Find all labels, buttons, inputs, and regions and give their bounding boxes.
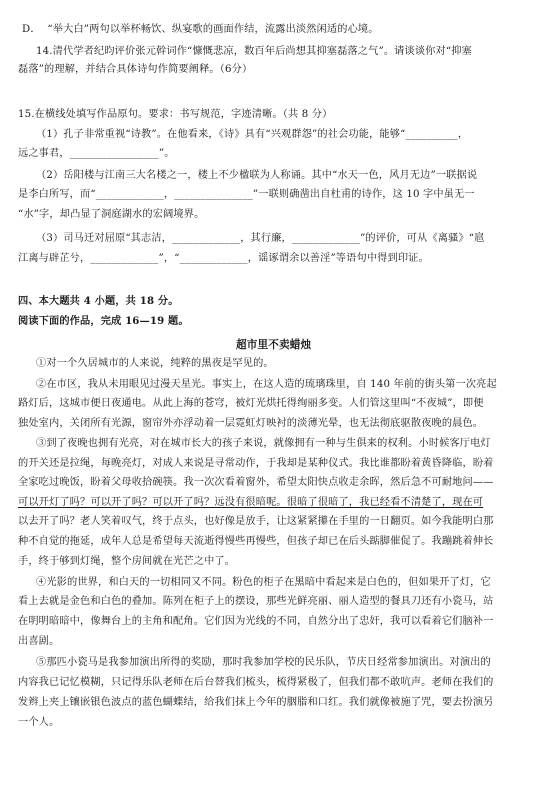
article-line: 一个人。 (18, 717, 60, 728)
article-line: ③到了夜晚也拥有光亮，对在城市长大的孩子来说，就像拥有一种与生俱来的权利。小时候客厅电灯 (36, 438, 491, 449)
article-line: 手，终于够到灯绳，整个房间就在光芒之中了。 (18, 556, 236, 567)
article-line: 全家吃过晚饭，盼着父母收拾碗筷。我一次次看着窗外，希望太阳快点收走余晖，然后急不可耐地问—— (18, 477, 494, 488)
option-d: D． “举大白”两句以举杯畅饮、纵宴歌的画面作结，流露出淡然闲适的心境。 (22, 24, 379, 35)
article-line: 路灯后，这城市便日夜通电。从此上海的苍穹，被灯光烘托得绚丽多变。人们管这里叫“不夜城”，即便 (18, 398, 484, 409)
article-line: 看上去就是金色和白色的叠加。陈列在柜子上的摆设，那些光鲜亮丽、丽人造型的餐具刀还有小瓷马，站 (18, 596, 494, 607)
q14-line-1: 14.清代学者纪昀评价张元幹词作“慷慨悲凉，数百年后尚想其抑塞磊落之气”。请谈谈你对“抑塞 (36, 46, 472, 57)
q15-p2-line-1: （2）岳阳楼与江南三大名楼之一，楼上不少楹联为人称诵。其中“水天一色，风月无边”一联据说 (36, 170, 478, 181)
q15-p3-line-1: （3）司马迁对屈原“其志洁，_____________，其行廉，_____________”的评价，可从《离骚》“扈 (36, 233, 485, 244)
article-line: 出喜剧。 (18, 636, 60, 647)
article-line: 以去开了吗？老人笑着叹气，终于点头，也好像是放手，让这紧紧攥在手里的一日翻页。如今我能明白那 (18, 516, 494, 527)
q15-p1-line-2: 远之事君，_________________”。 (18, 148, 175, 159)
article-title: 超市里不卖蜡烛 (236, 339, 312, 351)
section-heading: 四、本大题共 4 小题，共 18 分。 (18, 295, 179, 307)
article-line: 在明明暗暗中，像舞台上的主角和配角。它们因为光线的不同，自然分出了忠奸，我可以看着它们脑补一 (18, 616, 494, 627)
article-line: ④光影的世界，和白天的一切相同又不同。粉色的柜子在黑暗中看起来是白色的，但如果开了灯，它 (36, 577, 491, 588)
article-line-underlined: 可以开灯了吗？可以开了吗？可以开了吗？远没有很暗呢。很暗了很暗了，我已经看不清楚了，现在可 (18, 497, 484, 508)
q14-line-2: 磊落”的理解，并结合具体诗句作简要阐释。（6分） (18, 64, 253, 75)
q15-header: 15.在横线处填写作品原句。要求：书写规范，字迹清晰。（共 8 分） (18, 109, 333, 120)
article-line: 种不自觉的拖延，成年人总是希望每天流逝得慢些再慢些，但孩子却已在后头踮脚催促了。我蹦跳着伸长 (18, 536, 494, 547)
article-line: 发辫上夹上镶嵌银色波点的蓝色蝴蝶结，给我们抹上今年的胭脂和口红。我们就像被施了咒，要去扮演另 (18, 697, 494, 708)
q15-p1-line-1: （1）孔子非常重视“诗教”。在他看来，《诗》具有“兴观群怨”的社会功能，能够“__________， (36, 129, 469, 140)
q15-p3-line-2: 江离与辟芷兮，_____________”，“_____________，谣诼谓余以善淫”等语句中得到印证。 (18, 253, 429, 264)
q15-p2-line-3: “水”字，却凸显了洞庭湖水的宏阔境界。 (18, 209, 205, 220)
article-line: 内容我已记忆模糊，只记得乐队老师在后台替我们梳头，梳得紧极了，但我们都不敢吭声。老师在我们的 (18, 677, 494, 688)
article-line: ②在市区，我从未用眼见过漫天星光。事实上，在这人造的琉璃珠里，自 140 年前的街头第一次亮起 (36, 379, 497, 390)
article-line: ①对一个久居城市的人来说，纯粹的黑夜是罕见的。 (36, 358, 274, 369)
article-line: 独处室内，关闭所有光源，窗帘外亦浮动着一层霓虹灯映衬的淡薄光晕，也无法彻底驱散夜晚的晨色。 (18, 418, 484, 429)
article-line: 的开关还是拉绳，每晚亮灯，对成人来说是寻常动作，于我却是某种仪式。我比谁都盼着黄昏降临，盼着 (18, 458, 494, 469)
section-instruction: 阅读下面的作品，完成 16—19 题。 (18, 315, 189, 327)
article-line: ⑤那匹小瓷马是我参加演出所得的奖励，那时我参加学校的民乐队，节庆日经常参加演出。对演出的 (36, 657, 491, 668)
q15-p2-line-2: 是李白所写，而“_____________，_______________”一联则确凿出自杜甫的诗作，这 10 字中虽无一 (18, 189, 475, 200)
